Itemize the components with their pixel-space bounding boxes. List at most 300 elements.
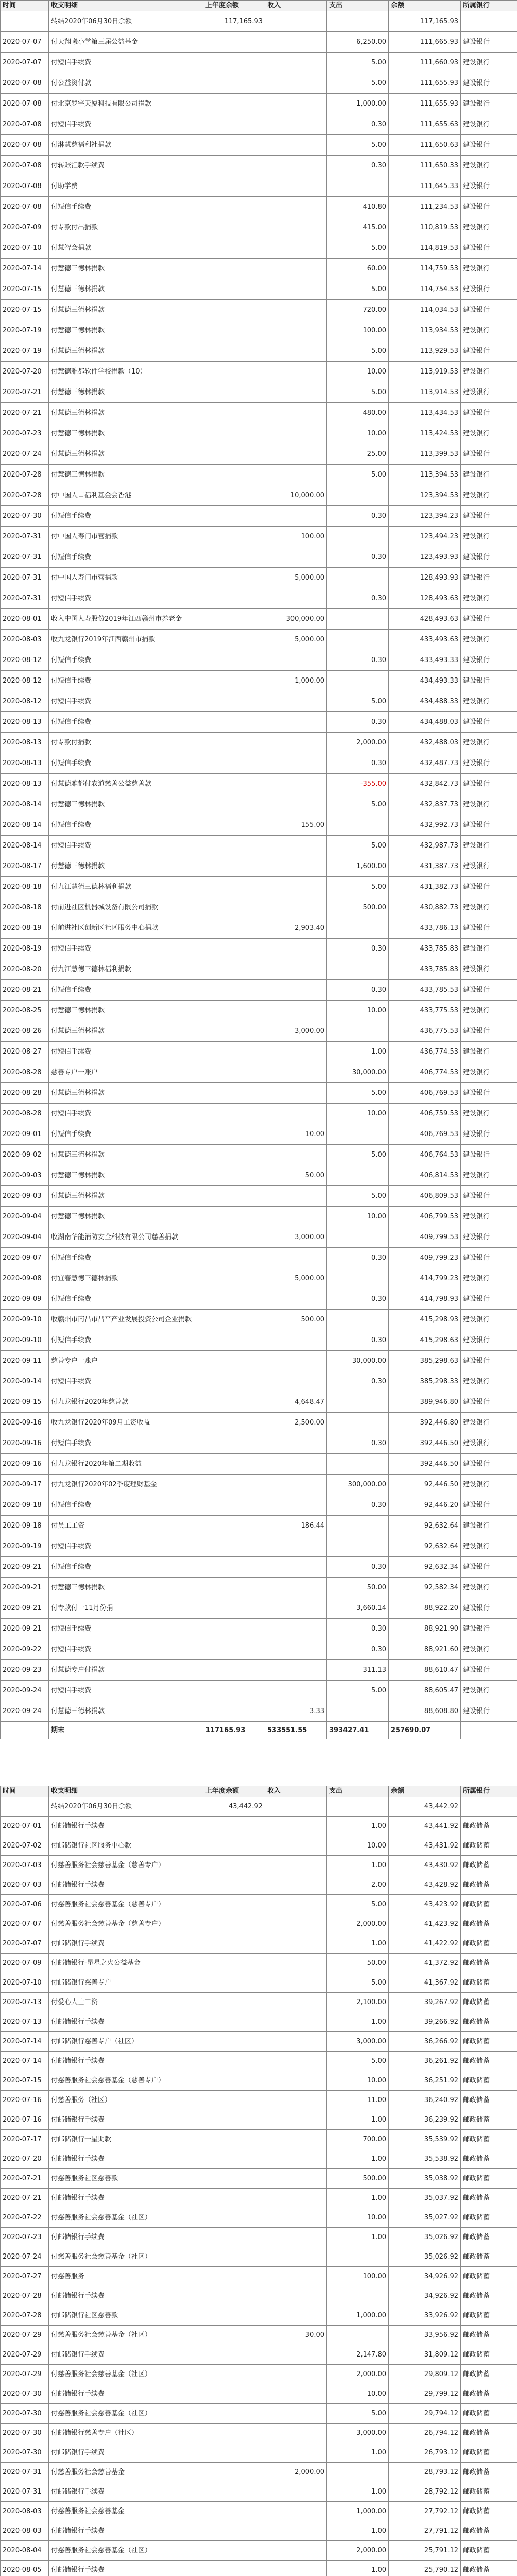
bank-cell: 邮政储蓄 bbox=[461, 2130, 517, 2149]
description-cell: 付慧德三德林捐款 bbox=[49, 1001, 203, 1021]
income-cell bbox=[265, 1371, 327, 1392]
table-row bbox=[1, 1516, 517, 1536]
balance-cell: 111,645.33 bbox=[389, 176, 461, 197]
table-row bbox=[1, 2052, 517, 2071]
balance-cell: 128,493.63 bbox=[389, 588, 461, 609]
income-cell bbox=[265, 2384, 327, 2404]
table-row bbox=[1, 1681, 517, 1701]
table-row bbox=[1, 156, 517, 176]
total-bank-cell bbox=[461, 1722, 517, 1739]
description-cell: 付慈善服务社会慈善基金 bbox=[49, 2463, 203, 2482]
income-cell bbox=[265, 733, 327, 753]
date-cell: 2020-07-31 bbox=[1, 527, 49, 547]
income-cell: 50.00 bbox=[265, 1165, 327, 1186]
total-description-cell: 期末 bbox=[49, 1722, 203, 1739]
date-cell: 2020-08-26 bbox=[1, 1021, 49, 1042]
description-cell: 付短信手续费 bbox=[49, 197, 203, 217]
prev-balance-cell bbox=[203, 1062, 265, 1083]
table-row bbox=[1, 897, 517, 918]
date-cell: 2020-07-07 bbox=[1, 1914, 49, 1934]
date-cell: 2020-07-19 bbox=[1, 341, 49, 362]
bank-cell: 建设银行 bbox=[461, 238, 517, 259]
expense-cell: 5.00 bbox=[327, 1681, 389, 1701]
balance-cell: 35,038.92 bbox=[389, 2169, 461, 2189]
description-cell: 付慈善服务社会慈善基金（社区） bbox=[49, 2365, 203, 2384]
expense-cell: 30,000.00 bbox=[327, 1351, 389, 1371]
income-cell: 30.00 bbox=[265, 2326, 327, 2345]
description-cell: 付短信手续费 bbox=[49, 1042, 203, 1062]
income-cell bbox=[265, 1536, 327, 1557]
balance-cell: 123,494.23 bbox=[389, 527, 461, 547]
balance-cell: 92,446.50 bbox=[389, 1475, 461, 1495]
description-cell: 付慧德三德林捐款 bbox=[49, 382, 203, 403]
income-cell bbox=[265, 1954, 327, 1973]
description-cell: 付宜春慧德三德林捐款 bbox=[49, 1268, 203, 1289]
expense-cell: 0.30 bbox=[327, 712, 389, 733]
bank-cell: 建设银行 bbox=[461, 1433, 517, 1454]
prev-balance-cell bbox=[203, 259, 265, 279]
expense-cell bbox=[327, 2286, 389, 2306]
date-cell: 2020-07-31 bbox=[1, 2482, 49, 2502]
expense-cell: 10.00 bbox=[327, 1001, 389, 1021]
date-cell: 2020-09-01 bbox=[1, 1124, 49, 1145]
balance-cell: 111,655.93 bbox=[389, 94, 461, 114]
table-row bbox=[1, 2130, 517, 2149]
prev-balance-cell bbox=[203, 1371, 265, 1392]
ledger-table-postal-bank bbox=[0, 1786, 517, 2576]
bank-cell: 建设银行 bbox=[461, 1619, 517, 1639]
bank-cell: 建设银行 bbox=[461, 630, 517, 650]
expense-cell: 5.00 bbox=[327, 135, 389, 156]
balance-cell: 88,922.20 bbox=[389, 1598, 461, 1619]
balance-cell: 406,774.53 bbox=[389, 1062, 461, 1083]
table-row bbox=[1, 588, 517, 609]
balance-cell: 35,538.92 bbox=[389, 2149, 461, 2169]
income-cell bbox=[265, 1836, 327, 1856]
bank-cell: 建设银行 bbox=[461, 1124, 517, 1145]
description-cell: 付专款付捐款 bbox=[49, 733, 203, 753]
income-cell bbox=[265, 1433, 327, 1454]
date-cell: 2020-08-19 bbox=[1, 939, 49, 959]
balance-cell: 406,759.53 bbox=[389, 1104, 461, 1124]
description-cell: 收入中国人寿股份2019年江西赣州市养老金 bbox=[49, 609, 203, 630]
prev-balance-cell bbox=[203, 1681, 265, 1701]
expense-cell: 2,000.00 bbox=[327, 733, 389, 753]
bank-cell: 邮政储蓄 bbox=[461, 1934, 517, 1954]
table-row bbox=[1, 1207, 517, 1227]
column-header-description: 收支明细 bbox=[49, 1786, 203, 1797]
table-row bbox=[1, 2443, 517, 2463]
balance-cell: 415,298.63 bbox=[389, 1330, 461, 1351]
prev-balance-cell bbox=[203, 73, 265, 94]
column-header-expense: 支出 bbox=[327, 1786, 389, 1797]
bank-cell: 邮政储蓄 bbox=[461, 2052, 517, 2071]
total-expense-cell: 393427.41 bbox=[327, 1722, 389, 1739]
description-cell: 收湖南华能消防安全科技有限公司慈善捐款 bbox=[49, 1227, 203, 1248]
income-cell: 500.00 bbox=[265, 1310, 327, 1330]
bank-cell: 建设银行 bbox=[461, 856, 517, 877]
expense-cell: 1.00 bbox=[327, 1042, 389, 1062]
prev-balance-cell bbox=[203, 815, 265, 836]
bank-cell: 建设银行 bbox=[461, 836, 517, 856]
bank-cell: 建设银行 bbox=[461, 774, 517, 794]
table-row bbox=[1, 1817, 517, 1836]
balance-cell: 406,764.53 bbox=[389, 1145, 461, 1165]
prev-balance-cell bbox=[203, 897, 265, 918]
balance-cell: 29,794.12 bbox=[389, 2404, 461, 2424]
table-row bbox=[1, 1248, 517, 1268]
expense-cell: 5.00 bbox=[327, 877, 389, 897]
prev-balance-cell bbox=[203, 1598, 265, 1619]
table-row bbox=[1, 1021, 517, 1042]
date-cell bbox=[1, 11, 49, 32]
table-row bbox=[1, 2502, 517, 2521]
expense-cell: 0.30 bbox=[327, 156, 389, 176]
expense-cell: -355.00 bbox=[327, 774, 389, 794]
bank-cell: 邮政储蓄 bbox=[461, 2247, 517, 2267]
prev-balance-cell bbox=[203, 2345, 265, 2365]
expense-cell bbox=[327, 671, 389, 691]
description-cell: 付中国人寿门市营捐款 bbox=[49, 568, 203, 588]
balance-cell: 111,660.93 bbox=[389, 53, 461, 73]
expense-cell: 10.00 bbox=[327, 362, 389, 382]
expense-cell: 1.00 bbox=[327, 2189, 389, 2208]
date-cell: 2020-07-02 bbox=[1, 1836, 49, 1856]
balance-cell: 88,605.47 bbox=[389, 1681, 461, 1701]
description-cell: 付慧德三德林捐款 bbox=[49, 300, 203, 320]
table-row bbox=[1, 1186, 517, 1207]
date-cell: 2020-07-08 bbox=[1, 176, 49, 197]
date-cell: 2020-09-24 bbox=[1, 1681, 49, 1701]
table-row bbox=[1, 1536, 517, 1557]
description-cell: 付短信手续费 bbox=[49, 588, 203, 609]
expense-cell: 50.00 bbox=[327, 1954, 389, 1973]
date-cell: 2020-09-14 bbox=[1, 1371, 49, 1392]
description-cell: 收九龙银行2019年江西赣州市捐款 bbox=[49, 630, 203, 650]
expense-cell: 5.00 bbox=[327, 382, 389, 403]
description-cell: 付慈善服务社会慈善基金（慈善专户） bbox=[49, 1895, 203, 1914]
description-cell: 付慧智会捐款 bbox=[49, 238, 203, 259]
date-cell: 2020-07-28 bbox=[1, 2286, 49, 2306]
date-cell: 2020-09-22 bbox=[1, 1639, 49, 1660]
description-cell: 付短信手续费 bbox=[49, 939, 203, 959]
date-cell: 2020-07-07 bbox=[1, 32, 49, 53]
description-cell: 付慧德专户付捐款 bbox=[49, 1660, 203, 1681]
balance-cell: 389,946.80 bbox=[389, 1392, 461, 1413]
description-cell: 付九江慧德三德林福利捐款 bbox=[49, 959, 203, 980]
balance-cell: 414,798.93 bbox=[389, 1289, 461, 1310]
prev-balance-cell bbox=[203, 53, 265, 73]
bank-cell: 建设银行 bbox=[461, 1310, 517, 1330]
date-cell: 2020-09-08 bbox=[1, 1268, 49, 1289]
date-cell: 2020-08-03 bbox=[1, 630, 49, 650]
table-row bbox=[1, 1639, 517, 1660]
expense-cell: 2,147.80 bbox=[327, 2345, 389, 2365]
description-cell: 付天翔曦小学第三届公益基金 bbox=[49, 32, 203, 53]
bank-cell: 建设银行 bbox=[461, 1392, 517, 1413]
date-cell: 2020-09-21 bbox=[1, 1578, 49, 1598]
table-row bbox=[1, 300, 517, 320]
description-cell: 付邮储银行慈善专户（社区） bbox=[49, 2424, 203, 2443]
prev-balance-cell bbox=[203, 2149, 265, 2169]
date-cell: 2020-09-16 bbox=[1, 1413, 49, 1433]
bank-cell: 建设银行 bbox=[461, 712, 517, 733]
table-row bbox=[1, 135, 517, 156]
table-row bbox=[1, 2365, 517, 2384]
income-cell: 2,903.40 bbox=[265, 918, 327, 939]
prev-balance-cell bbox=[203, 939, 265, 959]
description-cell: 付慈善服务社会慈善基金（社区） bbox=[49, 2247, 203, 2267]
expense-cell: 2,000.00 bbox=[327, 1914, 389, 1934]
income-cell bbox=[265, 794, 327, 815]
prev-balance-cell bbox=[203, 1875, 265, 1895]
bank-cell: 建设银行 bbox=[461, 1207, 517, 1227]
income-cell bbox=[265, 11, 327, 32]
description-cell: 付短信手续费 bbox=[49, 1557, 203, 1578]
bank-cell: 建设银行 bbox=[461, 527, 517, 547]
prev-balance-cell bbox=[203, 1475, 265, 1495]
income-cell bbox=[265, 423, 327, 444]
income-cell: 5,000.00 bbox=[265, 568, 327, 588]
column-header-income: 收入 bbox=[265, 1786, 327, 1797]
balance-cell: 36,240.92 bbox=[389, 2091, 461, 2110]
table-row bbox=[1, 217, 517, 238]
date-cell: 2020-07-21 bbox=[1, 2189, 49, 2208]
table-row bbox=[1, 691, 517, 712]
balance-cell: 114,819.53 bbox=[389, 238, 461, 259]
balance-cell: 43,423.92 bbox=[389, 1895, 461, 1914]
prev-balance-cell bbox=[203, 1289, 265, 1310]
expense-cell: 30,000.00 bbox=[327, 1062, 389, 1083]
table-row bbox=[1, 238, 517, 259]
bank-cell: 建设银行 bbox=[461, 1598, 517, 1619]
income-cell bbox=[265, 2482, 327, 2502]
income-cell bbox=[265, 1104, 327, 1124]
balance-cell: 406,809.53 bbox=[389, 1186, 461, 1207]
prev-balance-cell bbox=[203, 279, 265, 300]
table-row bbox=[1, 794, 517, 815]
bank-cell: 邮政储蓄 bbox=[461, 2345, 517, 2365]
date-cell: 2020-07-07 bbox=[1, 1934, 49, 1954]
prev-balance-cell bbox=[203, 1042, 265, 1062]
expense-cell: 10.00 bbox=[327, 2208, 389, 2228]
table-row bbox=[1, 2071, 517, 2091]
expense-cell: 0.30 bbox=[327, 1248, 389, 1268]
table-row bbox=[1, 2247, 517, 2267]
table-row bbox=[1, 2286, 517, 2306]
prev-balance-cell bbox=[203, 691, 265, 712]
balance-cell: 406,769.53 bbox=[389, 1083, 461, 1104]
expense-cell: 1.00 bbox=[327, 2482, 389, 2502]
prev-balance-cell bbox=[203, 1392, 265, 1413]
prev-balance-cell bbox=[203, 1619, 265, 1639]
expense-cell: 0.30 bbox=[327, 650, 389, 671]
description-cell: 付短信手续费 bbox=[49, 1371, 203, 1392]
expense-cell: 2,000.00 bbox=[327, 2365, 389, 2384]
expense-cell: 1.00 bbox=[327, 1856, 389, 1875]
balance-cell: 26,794.12 bbox=[389, 2424, 461, 2443]
income-cell bbox=[265, 691, 327, 712]
table-row bbox=[1, 815, 517, 836]
prev-balance-cell bbox=[203, 1557, 265, 1578]
balance-cell: 111,234.53 bbox=[389, 197, 461, 217]
bank-cell: 建设银行 bbox=[461, 156, 517, 176]
bank-cell: 邮政储蓄 bbox=[461, 2521, 517, 2541]
table-row bbox=[1, 2463, 517, 2482]
description-cell: 付邮储银行手续费 bbox=[49, 1875, 203, 1895]
prev-balance-cell bbox=[203, 1934, 265, 1954]
bank-cell: 邮政储蓄 bbox=[461, 2032, 517, 2052]
column-header-prev-balance: 上年度余额 bbox=[203, 1, 265, 11]
table-row bbox=[1, 73, 517, 94]
prev-balance-cell bbox=[203, 2404, 265, 2424]
bank-cell: 建设银行 bbox=[461, 1639, 517, 1660]
prev-balance-cell bbox=[203, 753, 265, 774]
table-row bbox=[1, 423, 517, 444]
prev-balance-cell bbox=[203, 2228, 265, 2247]
prev-balance-cell bbox=[203, 609, 265, 630]
balance-cell: 111,650.63 bbox=[389, 135, 461, 156]
balance-cell: 92,632.64 bbox=[389, 1536, 461, 1557]
prev-balance-cell bbox=[203, 217, 265, 238]
prev-balance-cell bbox=[203, 2521, 265, 2541]
expense-cell: 0.30 bbox=[327, 1639, 389, 1660]
table-row bbox=[1, 1660, 517, 1681]
bank-cell: 建设银行 bbox=[461, 877, 517, 897]
description-cell: 付慧德三德林捐款 bbox=[49, 259, 203, 279]
description-cell: 付邮储银行手续费 bbox=[49, 2521, 203, 2541]
income-cell bbox=[265, 1817, 327, 1836]
expense-cell bbox=[327, 1268, 389, 1289]
description-cell: 付慈善服务社会慈善基金（慈善专户） bbox=[49, 1914, 203, 1934]
table-row bbox=[1, 2110, 517, 2130]
bank-cell: 建设银行 bbox=[461, 980, 517, 1001]
description-cell: 付前进社区机器城设备有限公司捐款 bbox=[49, 897, 203, 918]
balance-cell: 431,382.73 bbox=[389, 877, 461, 897]
description-cell: 付短信手续费 bbox=[49, 691, 203, 712]
expense-cell: 5.00 bbox=[327, 836, 389, 856]
date-cell: 2020-09-23 bbox=[1, 1660, 49, 1681]
table-row bbox=[1, 1083, 517, 1104]
income-cell bbox=[265, 53, 327, 73]
date-cell: 2020-07-31 bbox=[1, 2463, 49, 2482]
bank-cell: 邮政储蓄 bbox=[461, 1954, 517, 1973]
prev-balance-cell bbox=[203, 547, 265, 568]
prev-balance-cell bbox=[203, 114, 265, 135]
table-row bbox=[1, 1557, 517, 1578]
table-row bbox=[1, 2169, 517, 2189]
table-row bbox=[1, 1875, 517, 1895]
prev-balance-cell bbox=[203, 1495, 265, 1516]
prev-balance-cell bbox=[203, 1207, 265, 1227]
date-cell: 2020-08-05 bbox=[1, 2561, 49, 2576]
prev-balance-cell bbox=[203, 568, 265, 588]
bank-cell: 邮政储蓄 bbox=[461, 1836, 517, 1856]
income-cell bbox=[265, 1330, 327, 1351]
table-row bbox=[1, 1973, 517, 1993]
table-row bbox=[1, 32, 517, 53]
bank-cell: 建设银行 bbox=[461, 1536, 517, 1557]
balance-cell: 114,034.53 bbox=[389, 300, 461, 320]
description-cell: 付邮储银行社区慈善款 bbox=[49, 2306, 203, 2326]
table-row bbox=[1, 568, 517, 588]
date-cell: 2020-07-07 bbox=[1, 53, 49, 73]
bank-cell: 建设银行 bbox=[461, 485, 517, 506]
expense-cell bbox=[327, 1392, 389, 1413]
prev-balance-cell bbox=[203, 959, 265, 980]
expense-cell: 410.80 bbox=[327, 197, 389, 217]
income-cell bbox=[265, 650, 327, 671]
income-cell bbox=[265, 1934, 327, 1954]
table-row bbox=[1, 1310, 517, 1330]
column-header-expense: 支出 bbox=[327, 1, 389, 11]
prev-balance-cell bbox=[203, 1351, 265, 1371]
bank-cell: 建设银行 bbox=[461, 671, 517, 691]
date-cell: 2020-07-14 bbox=[1, 2052, 49, 2071]
table-row bbox=[1, 1371, 517, 1392]
date-cell: 2020-09-10 bbox=[1, 1330, 49, 1351]
date-cell: 2020-07-24 bbox=[1, 2247, 49, 2267]
prev-balance-cell bbox=[203, 1186, 265, 1207]
description-cell: 付慧德三德林捐款 bbox=[49, 1083, 203, 1104]
prev-balance-cell bbox=[203, 1817, 265, 1836]
bank-cell: 邮政储蓄 bbox=[461, 1817, 517, 1836]
balance-cell: 409,799.53 bbox=[389, 1227, 461, 1248]
description-cell: 付九江慧德三德林福利捐款 bbox=[49, 877, 203, 897]
date-cell: 2020-07-08 bbox=[1, 94, 49, 114]
expense-cell: 50.00 bbox=[327, 1578, 389, 1598]
table-row bbox=[1, 2482, 517, 2502]
date-cell: 2020-07-15 bbox=[1, 279, 49, 300]
income-cell: 10,000.00 bbox=[265, 485, 327, 506]
date-cell: 2020-09-16 bbox=[1, 1433, 49, 1454]
date-cell: 2020-09-21 bbox=[1, 1557, 49, 1578]
date-cell: 2020-07-30 bbox=[1, 2404, 49, 2424]
prev-balance-cell bbox=[203, 1165, 265, 1186]
income-cell bbox=[265, 2286, 327, 2306]
income-cell: 2,000.00 bbox=[265, 2463, 327, 2482]
table-row bbox=[1, 630, 517, 650]
prev-balance-cell bbox=[203, 1433, 265, 1454]
description-cell: 付短信手续费 bbox=[49, 1495, 203, 1516]
expense-cell: 1,000.00 bbox=[327, 2502, 389, 2521]
balance-cell: 433,785.53 bbox=[389, 980, 461, 1001]
income-cell bbox=[265, 547, 327, 568]
date-cell: 2020-07-29 bbox=[1, 2326, 49, 2345]
description-cell: 付邮储银行手续费 bbox=[49, 2286, 203, 2306]
description-cell: 付九龙银行2020年第二期收益 bbox=[49, 1454, 203, 1475]
date-cell: 2020-07-29 bbox=[1, 2365, 49, 2384]
date-cell: 2020-07-28 bbox=[1, 465, 49, 485]
description-cell: 付邮储银行慈善专户（社区） bbox=[49, 2032, 203, 2052]
date-cell: 2020-07-14 bbox=[1, 2032, 49, 2052]
balance-cell: 39,266.92 bbox=[389, 2012, 461, 2032]
bank-cell: 邮政储蓄 bbox=[461, 2110, 517, 2130]
expense-cell: 500.00 bbox=[327, 2169, 389, 2189]
column-header-bank: 所属银行 bbox=[461, 1, 517, 11]
bank-cell: 邮政储蓄 bbox=[461, 2286, 517, 2306]
description-cell: 付短信手续费 bbox=[49, 836, 203, 856]
table-row bbox=[1, 2091, 517, 2110]
balance-cell: 35,027.92 bbox=[389, 2208, 461, 2228]
total-balance-cell: 257690.07 bbox=[389, 1722, 461, 1739]
balance-cell: 392,446.50 bbox=[389, 1433, 461, 1454]
income-cell bbox=[265, 465, 327, 485]
balance-cell: 28,793.12 bbox=[389, 2463, 461, 2482]
date-cell: 2020-07-03 bbox=[1, 1875, 49, 1895]
date-cell: 2020-07-28 bbox=[1, 2306, 49, 2326]
expense-cell: 5.00 bbox=[327, 691, 389, 712]
